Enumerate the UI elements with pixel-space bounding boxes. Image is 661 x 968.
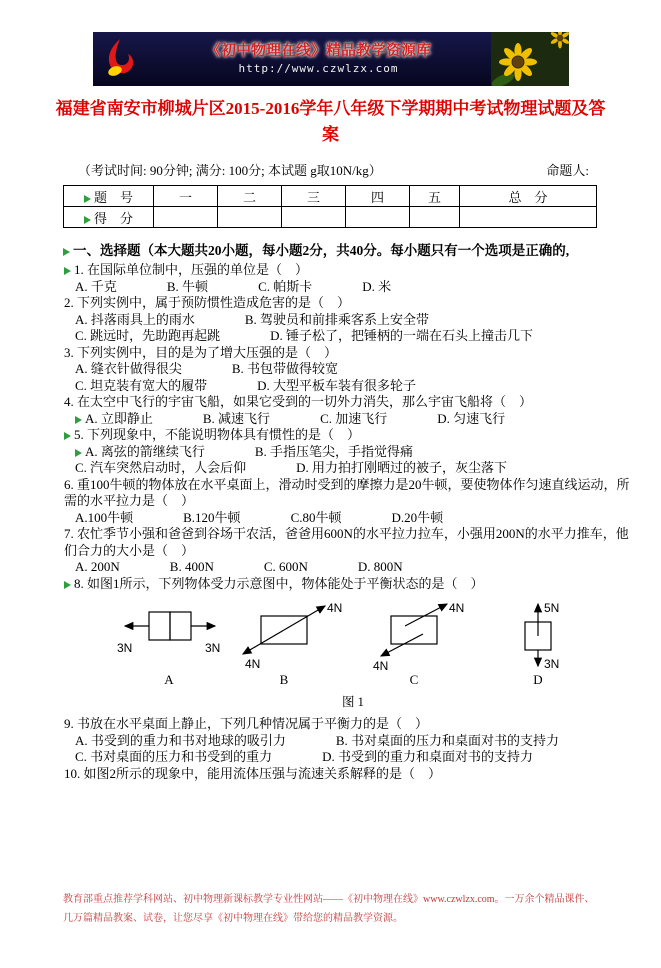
page-title-line1: 福建省南安市柳城片区2015-2016学年八年级下学期期中考试物理试题及答 (55, 99, 606, 118)
footer-line1: 教育部重点推荐学科网站、初中物理新课标教学专业性网站——《初中物理在线》www.czwlzx.com。一万余个精品课件、 (63, 894, 595, 905)
banner-site-title: 《初中物理在线》精品教学资源库 (205, 43, 431, 60)
flame-logo-icon (101, 38, 139, 80)
question-stem: 2. 下列实例中，属于预防惯性造成危害的是（ ） (64, 295, 351, 310)
proposer-label: 命题人: (546, 163, 589, 178)
diagram-letter: A (164, 672, 174, 687)
option-row (63, 361, 631, 378)
score-table-header-cell (154, 186, 218, 207)
option: C. 坦克装有宽大的履带 (75, 377, 208, 393)
force-label: 4N (327, 601, 343, 615)
option: D. 书受到的重力和桌面对书的支持力 (322, 749, 534, 764)
option-row (63, 411, 631, 428)
question-stem: 6. 重100牛顿的物体放在水平桌面上，滑动时受到的摩擦力是20牛顿，要使物体作匀速直线运动，所需的水平拉力是（ ） (64, 476, 630, 508)
exam-info: （考试时间: 90分钟; 满分: 100分; 本试题 g取10N/kg） (78, 163, 382, 178)
score-table-header-cell (218, 186, 282, 207)
question (63, 394, 631, 427)
option-row (63, 510, 631, 527)
question-stem: 7. 农忙季节小强和爸爸到谷场干农活，爸爸用600N的水平拉力拉车，小强用200N的水平力推车，他们合力的大小是（ ） (64, 526, 629, 558)
option-row (63, 733, 631, 750)
question (63, 295, 631, 345)
question-stem: 9. 书放在水平桌面上静止，下列几种情况属于平衡力的是（ ） (64, 716, 429, 731)
option: A. 千克 (75, 278, 117, 294)
figure1-diagrams (103, 596, 603, 690)
option: D. 米 (362, 278, 392, 294)
question-list-2 (63, 716, 631, 782)
green-marker-icon (84, 195, 91, 203)
cell-text: 三 (306, 189, 320, 205)
figure1 (103, 596, 603, 710)
option: A.100牛顿 (75, 509, 134, 525)
option: D. 800N (357, 559, 403, 574)
force-label: 4N (449, 601, 465, 615)
question-stem: 5. 下列现象中，不能说明物体具有惯性的是（ ） (63, 427, 631, 444)
option: B. 书对桌面的压力和桌面对书的支持力 (335, 732, 560, 748)
cell-text: 二 (242, 189, 256, 205)
green-marker-icon (75, 416, 82, 424)
option: A. 抖落雨具上的雨水 (75, 311, 195, 327)
option: C. 汽车突然启动时，人会后仰 (75, 460, 247, 475)
option-row (63, 460, 631, 477)
option-row (63, 312, 631, 329)
page-title-line2: 案 (322, 125, 339, 144)
diagram-B (243, 601, 342, 687)
question (63, 526, 631, 576)
force-label: 4N (373, 659, 389, 673)
option: D. 锤子松了，把锤柄的一端在石头上撞击几下 (270, 328, 534, 343)
option: B. 手指压笔尖，手指觉得痛 (254, 443, 414, 459)
green-marker-icon (64, 581, 71, 589)
option: A. 离弦的箭继续飞行 (85, 443, 205, 459)
green-marker-icon (64, 267, 71, 275)
option-row (63, 749, 631, 766)
option-row (63, 444, 631, 461)
score-table-cell (410, 207, 460, 228)
option: C. 600N (263, 559, 308, 574)
score-table-cell (282, 207, 346, 228)
score-table-header-cell (346, 186, 410, 207)
score-table (63, 185, 597, 228)
cell-text: 一 (178, 189, 192, 205)
figure1-caption: 图 1 (342, 695, 364, 709)
option-row (63, 559, 631, 576)
green-marker-icon (75, 449, 82, 457)
site-banner (93, 32, 569, 86)
force-label: 4N (245, 657, 261, 671)
option: A. 书受到的重力和书对地球的吸引力 (75, 732, 286, 748)
question-stem: 3. 下列实例中，目的是为了增大压强的是（ ） (64, 344, 338, 360)
force-label: 5N (544, 601, 560, 615)
score-table-cell (218, 207, 282, 228)
banner-site-url[interactable]: http://www.czwlzx.com (238, 61, 399, 75)
option: B.120牛顿 (183, 509, 241, 525)
question-stem: 1. 在国际单位制中，压强的单位是（ ） (63, 262, 631, 279)
question (63, 766, 631, 783)
question (63, 716, 631, 766)
score-table-cell (346, 207, 410, 228)
option: D. 大型平板车装有很多轮子 (257, 377, 417, 393)
option: B. 牛顿 (166, 278, 209, 294)
cell-text: 得 分 (93, 210, 133, 226)
option: B. 减速飞行 (202, 410, 271, 426)
green-marker-icon (84, 216, 91, 224)
option: A. 200N (75, 559, 120, 574)
diagram-C (373, 601, 464, 687)
score-table-cell (64, 207, 154, 228)
cell-text: 题 号 (93, 189, 133, 205)
question (63, 576, 631, 593)
option: D. 匀速飞行 (437, 410, 506, 426)
force-label: 3N (205, 641, 221, 655)
site-logo (93, 38, 147, 80)
score-table-header-cell (64, 186, 154, 207)
question (63, 477, 631, 527)
force-label: 3N (544, 657, 560, 671)
option: C. 书对桌面的压力和书受到的重力 (75, 749, 273, 764)
question (63, 345, 631, 395)
option: A. 缝衣针做得很尖 (75, 361, 182, 376)
score-table-row (64, 186, 597, 207)
option: B. 驾驶员和前排乘客系上安全带 (244, 311, 430, 327)
diagram-D (525, 601, 559, 687)
green-marker-icon (63, 248, 70, 256)
score-table-cell (154, 207, 218, 228)
question-stem: 4. 在太空中飞行的宇宙飞船，如果它受到的一切外力消失，那么宇宙飞船将（ ） (64, 394, 533, 409)
score-table-header-cell (460, 186, 597, 207)
diagram-letter: C (409, 672, 419, 687)
page-title (0, 96, 661, 148)
option-row (63, 378, 631, 395)
option: C. 加速飞行 (320, 410, 388, 426)
option: D.20牛顿 (391, 509, 444, 525)
diagram-letter: B (279, 672, 289, 687)
diagram-letter: D (533, 672, 543, 687)
option-row (63, 279, 631, 296)
score-table-row (64, 207, 597, 228)
option: C. 帕斯卡 (258, 278, 313, 294)
page-footer (63, 890, 623, 928)
option: C. 跳远时，先助跑再起跳 (75, 328, 221, 343)
green-marker-icon (64, 432, 71, 440)
question-stem: 10. 如图2所示的现象中，能用流体压强与流速关系解释的是（ ） (64, 765, 442, 781)
cell-text: 四 (370, 189, 384, 205)
score-table-header-cell (410, 186, 460, 207)
section-heading: 一、选择题（本大题共20小题，每小题2分，共40分。每小题只有一个选项是正确的, (63, 242, 631, 260)
question-list-1 (63, 262, 631, 592)
force-label: 3N (117, 641, 133, 655)
cell-text: 总 分 (508, 189, 548, 205)
option: A. 立即静止 (85, 410, 153, 426)
option: D. 用力拍打刚晒过的被子，灰尘落下 (296, 460, 508, 475)
question (63, 262, 631, 295)
sunflower-photo (491, 32, 569, 86)
cell-text: 五 (427, 189, 441, 205)
option-row (63, 328, 631, 345)
option: B. 书包带做得较宽 (231, 361, 339, 376)
question (63, 427, 631, 477)
option: B. 400N (169, 559, 214, 574)
score-table-header-cell (282, 186, 346, 207)
option: C.80牛顿 (290, 509, 342, 525)
diagram-A (117, 612, 220, 687)
footer-line2: 几万篇精品教案、试卷，让您尽享《初中物理在线》带给您的精品教学资源。 (63, 913, 403, 924)
score-table-cell (460, 207, 597, 228)
question-stem: 8. 如图1所示，下列物体受力示意图中，物体能处于平衡状态的是（ ） (63, 576, 631, 593)
